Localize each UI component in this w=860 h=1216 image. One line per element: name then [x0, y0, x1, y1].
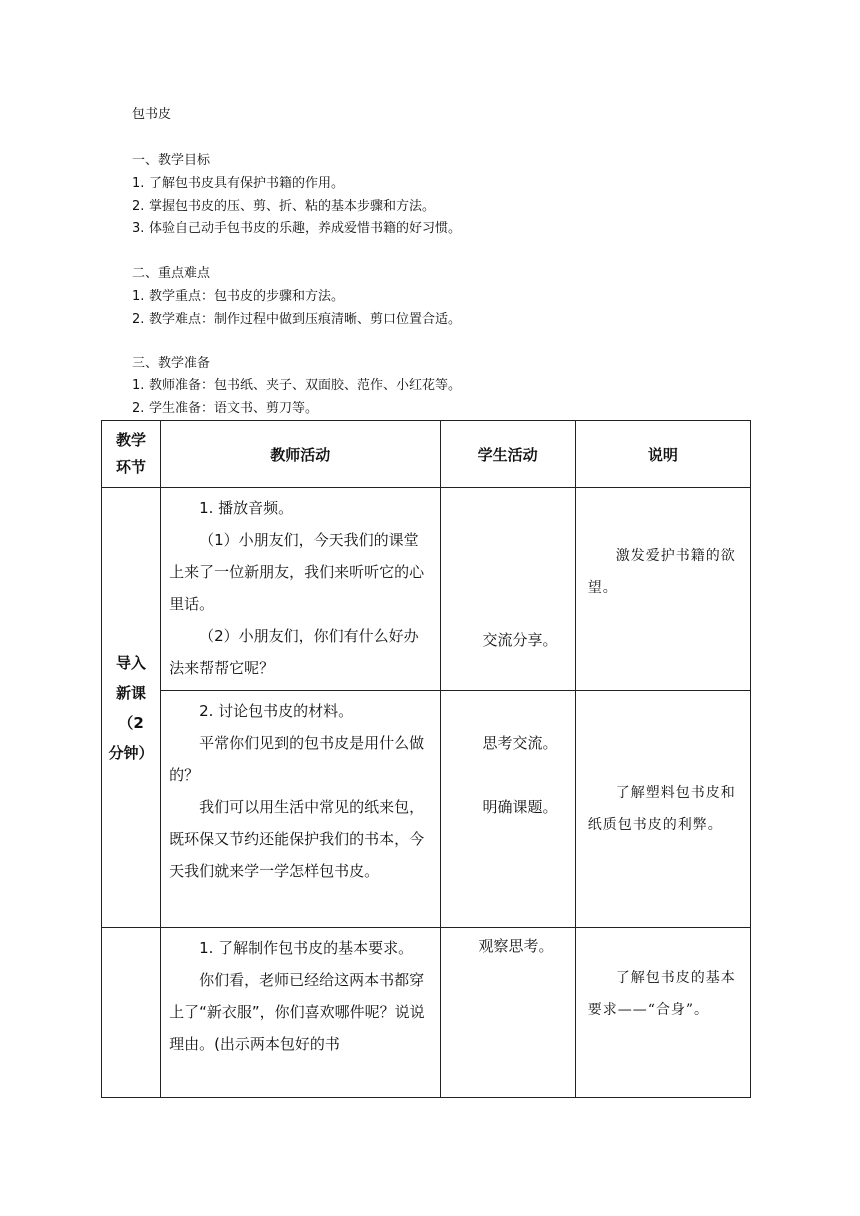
activity-paragraph: 你们看，老师已经给这两本书都穿上了“新衣服”，你们喜欢哪件呢？说说理由。(出示两本包好的书	[169, 971, 425, 1053]
activity-paragraph: 平常你们见到的包书皮是用什么做的？	[169, 734, 425, 784]
header-stage-line: 教学	[116, 431, 147, 449]
student-activity-cell	[440, 928, 575, 1098]
item-text: 教学难点：制作过程中做到压痕清晰、剪口位置合适。	[149, 312, 462, 327]
note-text: 了解包书皮的基本要求——“合身”。	[587, 970, 736, 1018]
table-row	[102, 928, 751, 1098]
stage-line: 新课	[116, 683, 147, 702]
table-header-row	[102, 421, 751, 488]
note-cell	[575, 691, 750, 928]
stage-line: （2	[118, 713, 144, 732]
stage-cell	[102, 488, 161, 928]
header-student-activity: 学生活动	[440, 421, 575, 488]
document-title: 包书皮	[132, 107, 172, 122]
student-activity-text: 交流分享。	[482, 631, 558, 649]
item-number: 2.	[132, 199, 145, 214]
section-heading: 二、重点难点	[132, 266, 211, 281]
lesson-plan-table	[101, 420, 751, 1098]
table-row	[102, 488, 751, 691]
list-item	[132, 311, 461, 329]
item-text: 教师准备：包书纸、夹子、双面胶、范作、小红花等。	[149, 378, 462, 393]
header-stage-line: 环节	[116, 458, 147, 476]
student-activity-cell	[440, 691, 575, 928]
list-item	[132, 220, 461, 238]
activity-paragraph: （2）小朋友们，你们有什么好办法来帮帮它呢？	[169, 627, 419, 677]
section-heading: 一、教学目标	[132, 153, 211, 168]
note-text: 了解塑料包书皮和纸质包书皮的利弊。	[587, 785, 736, 833]
header-stage	[102, 421, 161, 488]
header-teacher-activity: 教师活动	[161, 421, 440, 488]
section-heading: 三、教学准备	[132, 356, 211, 371]
item-number: 1.	[132, 378, 145, 393]
teacher-activity-cell	[161, 488, 440, 691]
list-item	[132, 198, 435, 216]
student-activity-text: 思考交流。	[482, 734, 558, 752]
stage-line: 导入	[116, 653, 147, 672]
list-item	[132, 400, 318, 418]
list-item	[132, 377, 461, 395]
teacher-activity-cell	[161, 928, 440, 1098]
activity-paragraph: 1. 播放音频。	[199, 499, 294, 517]
note-cell	[575, 488, 750, 691]
item-number: 1.	[132, 176, 145, 191]
stage-line: 分钟）	[108, 743, 154, 762]
student-activity-text: 观察思考。	[478, 937, 554, 955]
activity-paragraph: （1）小朋友们，今天我们的课堂上来了一位新朋友，我们来听听它的心里话。	[169, 531, 425, 613]
item-number: 3.	[132, 221, 145, 236]
item-text: 学生准备：语文书、剪刀等。	[149, 401, 319, 416]
list-item	[132, 288, 344, 306]
item-text: 体验自己动手包书皮的乐趣，养成爱惜书籍的好习惯。	[149, 221, 462, 236]
student-activity-cell	[440, 488, 575, 691]
header-note: 说明	[575, 421, 750, 488]
activity-paragraph: 2. 讨论包书皮的材料。	[199, 702, 354, 720]
item-text: 教学重点：包书皮的步骤和方法。	[149, 289, 345, 304]
item-number: 1.	[132, 289, 145, 304]
item-text: 掌握包书皮的压、剪、折、粘的基本步骤和方法。	[149, 199, 436, 214]
item-text: 了解包书皮具有保护书籍的作用。	[149, 176, 345, 191]
stage-cell	[102, 928, 161, 1098]
item-number: 2.	[132, 401, 145, 416]
table-row	[102, 691, 751, 928]
student-activity-text: 明确课题。	[482, 798, 558, 816]
activity-paragraph: 1. 了解制作包书皮的基本要求。	[199, 939, 414, 957]
note-cell	[575, 928, 750, 1098]
item-number: 2.	[132, 312, 145, 327]
activity-paragraph: 我们可以用生活中常见的纸来包，既环保又节约还能保护我们的书本，今天我们就来学一学怎样包书皮。	[169, 798, 425, 880]
note-text: 激发爱护书籍的欲望。	[587, 548, 736, 596]
list-item	[132, 175, 344, 193]
teacher-activity-cell	[161, 691, 440, 928]
